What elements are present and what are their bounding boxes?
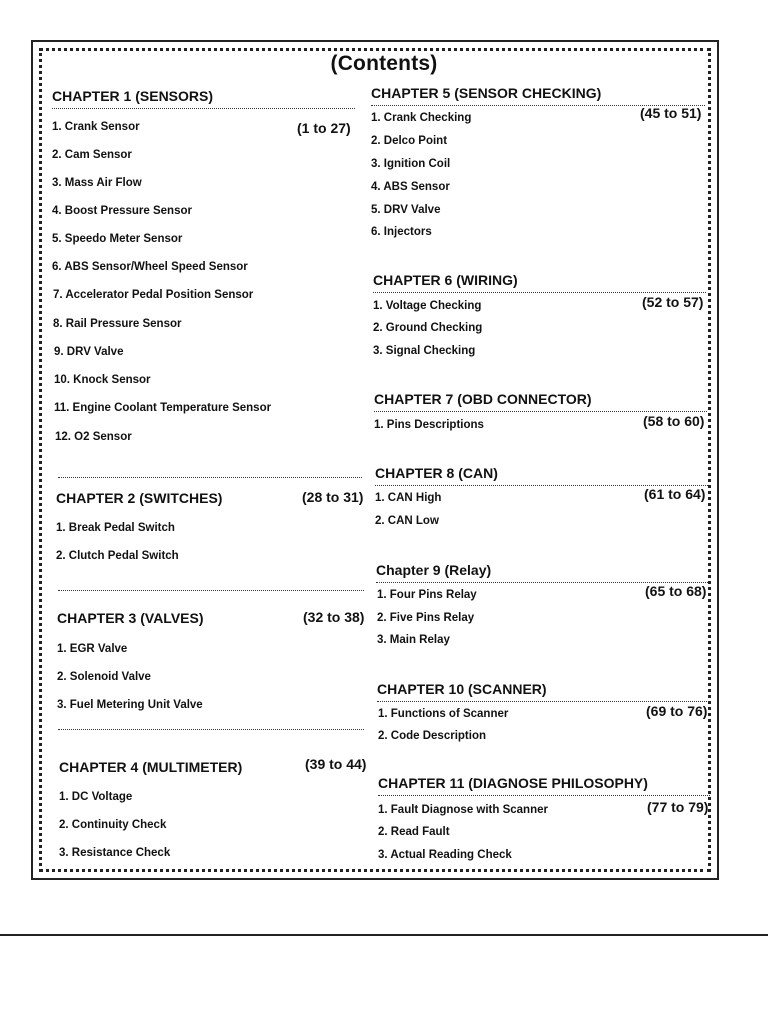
list-item: 1. CAN High	[375, 492, 442, 504]
list-item: 7. Accelerator Pedal Position Sensor	[53, 289, 254, 301]
list-item: 3. Signal Checking	[373, 345, 476, 357]
list-item: 1. EGR Valve	[57, 643, 128, 655]
chapter-pages: (1 to 27)	[297, 120, 351, 136]
list-item: 1. Functions of Scanner	[378, 708, 509, 720]
list-item: 9. DRV Valve	[54, 346, 124, 358]
separator	[58, 729, 364, 730]
list-item: 6. ABS Sensor/Wheel Speed Sensor	[52, 261, 248, 273]
chapter-heading: CHAPTER 8 (CAN)	[375, 465, 708, 484]
chapter-heading: CHAPTER 7 (OBD CONNECTOR)	[374, 391, 707, 410]
list-item: 1. Crank Sensor	[52, 121, 140, 133]
list-item: 12. O2 Sensor	[55, 431, 132, 443]
list-item: 1. Fault Diagnose with Scanner	[378, 804, 548, 816]
page-divider-line	[0, 934, 768, 936]
chapter-5	[371, 85, 705, 104]
chapter-2: CHAPTER 2 (SWITCHES)	[56, 490, 223, 506]
list-item: 1. Crank Checking	[371, 112, 472, 124]
list-item: 11. Engine Coolant Temperature Sensor	[54, 402, 272, 414]
list-item: 2. Five Pins Relay	[377, 612, 475, 624]
chapter-1	[52, 88, 355, 107]
list-item: 2. Clutch Pedal Switch	[56, 550, 179, 562]
chapter-pages: (52 to 57)	[642, 294, 704, 310]
list-item: 1. Pins Descriptions	[374, 419, 484, 431]
chapter-pages: (58 to 60)	[643, 413, 705, 429]
list-item: 3. Mass Air Flow	[52, 177, 142, 189]
list-item: 4. Boost Pressure Sensor	[52, 205, 192, 217]
chapter-6	[373, 272, 706, 291]
chapter-pages: (39 to 44)	[305, 756, 367, 772]
list-item: 3. Main Relay	[377, 634, 450, 646]
list-item: 2. CAN Low	[375, 515, 439, 527]
chapter-4: CHAPTER 4 (MULTIMETER)	[59, 759, 243, 775]
list-item: 10. Knock Sensor	[54, 374, 151, 386]
list-item: 3. Ignition Coil	[371, 158, 451, 170]
list-item: 6. Injectors	[371, 226, 432, 238]
chapter-3: CHAPTER 3 (VALVES)	[57, 610, 204, 626]
chapter-pages: (28 to 31)	[302, 489, 364, 505]
chapter-pages: (32 to 38)	[303, 609, 365, 625]
list-item: 8. Rail Pressure Sensor	[53, 318, 182, 330]
separator	[58, 590, 364, 591]
list-item: 2. Code Description	[378, 730, 486, 742]
list-item: 1. Four Pins Relay	[377, 589, 477, 601]
chapter-pages: (61 to 64)	[644, 486, 706, 502]
list-item: 3. Fuel Metering Unit Valve	[57, 699, 203, 711]
chapter-heading: CHAPTER 10 (SCANNER)	[377, 681, 709, 700]
page-title: (Contents)	[330, 52, 438, 75]
chapter-11	[378, 775, 710, 794]
dotted-border	[39, 48, 711, 872]
chapter-heading: CHAPTER 6 (WIRING)	[373, 272, 706, 291]
list-item: 3. Actual Reading Check	[378, 849, 512, 861]
chapter-pages: (77 to 79)	[647, 799, 709, 815]
list-item: 1. Break Pedal Switch	[56, 522, 175, 534]
list-item: 5. DRV Valve	[371, 204, 441, 216]
chapter-pages: (65 to 68)	[645, 583, 707, 599]
chapter-pages: (69 to 76)	[646, 703, 708, 719]
list-item: 5. Speedo Meter Sensor	[52, 233, 183, 245]
list-item: 2. Ground Checking	[373, 322, 483, 334]
list-item: 4. ABS Sensor	[371, 181, 450, 193]
list-item: 3. Resistance Check	[59, 847, 171, 859]
chapter-heading: CHAPTER 1 (SENSORS)	[52, 88, 355, 107]
chapter-10	[377, 681, 709, 700]
list-item: 2. Delco Point	[371, 135, 448, 147]
chapter-pages: (45 to 51)	[640, 105, 702, 121]
list-item: 1. Voltage Checking	[373, 300, 482, 312]
list-item: 2. Continuity Check	[59, 819, 167, 831]
list-item: 2. Cam Sensor	[52, 149, 132, 161]
chapter-heading: CHAPTER 11 (DIAGNOSE PHILOSOPHY)	[378, 775, 710, 794]
chapter-8	[375, 465, 708, 484]
chapter-7	[374, 391, 707, 410]
separator	[58, 477, 362, 478]
chapter-9	[376, 562, 708, 581]
list-item: 2. Solenoid Valve	[57, 671, 151, 683]
list-item: 1. DC Voltage	[59, 791, 133, 803]
chapter-heading: Chapter 9 (Relay)	[376, 562, 708, 581]
chapter-heading: CHAPTER 5 (SENSOR CHECKING)	[371, 85, 705, 104]
list-item: 2. Read Fault	[378, 826, 450, 838]
